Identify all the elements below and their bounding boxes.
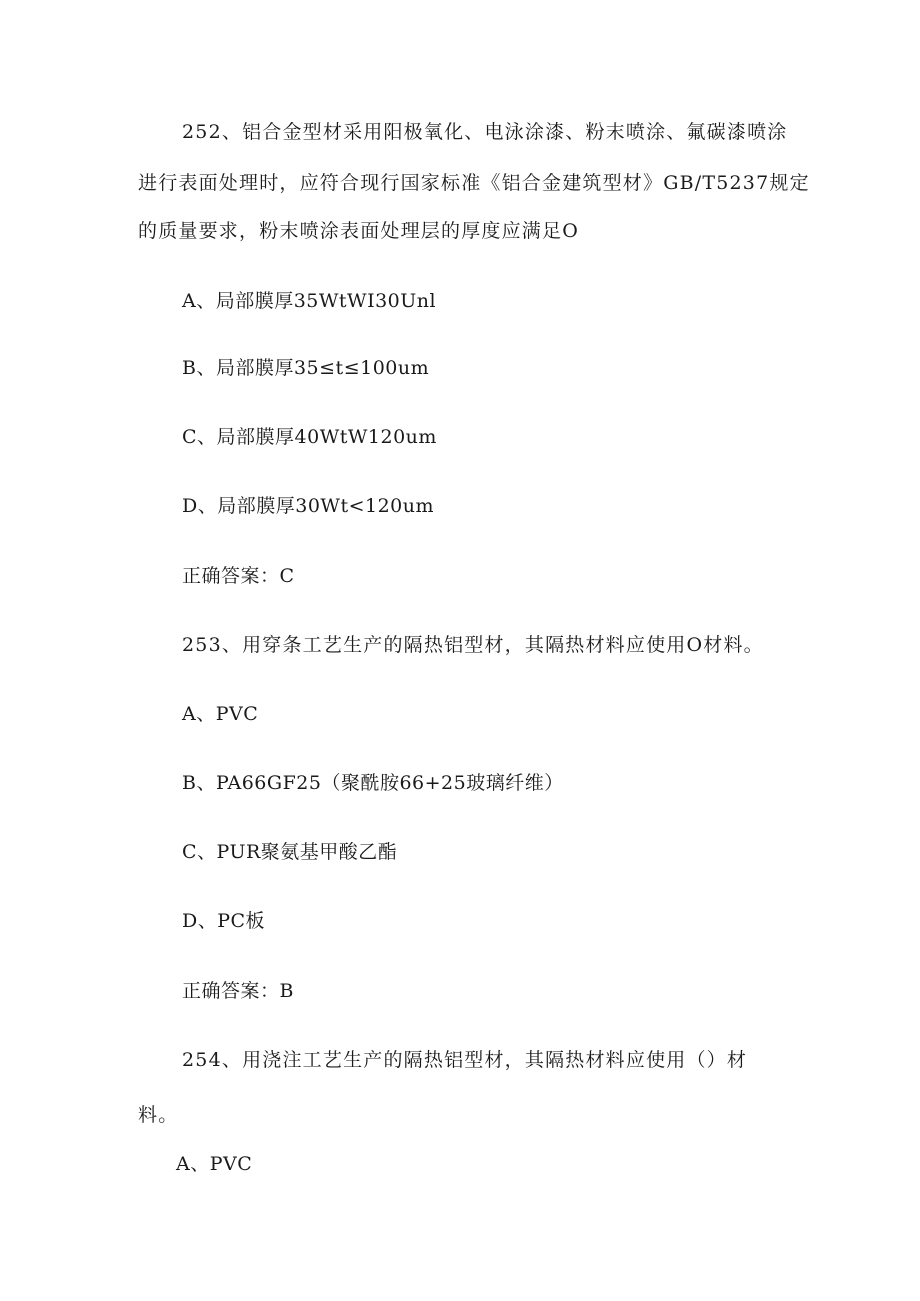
question-stem-line: 的质量要求，粉末喷涂表面处理层的厚度应满足O [138, 220, 579, 242]
question-stem-line: 252、铝合金型材采用阳极氧化、电泳涂漆、粉末喷涂、氟碳漆喷涂 [182, 121, 788, 143]
option-c: C、PUR聚氨基甲酸乙酯 [182, 841, 398, 863]
option-b: B、PA66GF25（聚酰胺66+25玻璃纤维） [182, 772, 564, 794]
option-c: C、局部膜厚40WtW120um [182, 426, 437, 448]
question-stem-line: 进行表面处理时，应符合现行国家标准《铝合金建筑型材》GB/T5237规定 [138, 172, 810, 194]
option-d: D、PC板 [182, 910, 266, 932]
option-a: A、PVC [176, 1153, 253, 1175]
correct-answer: 正确答案：C [182, 565, 295, 587]
question-stem-line: 253、用穿条工艺生产的隔热铝型材，其隔热材料应使用O材料。 [182, 634, 764, 656]
question-stem-line: 料。 [138, 1104, 179, 1126]
option-a: A、局部膜厚35WtWI30Unl [182, 290, 437, 312]
option-d: D、局部膜厚30Wt<120um [182, 495, 435, 517]
correct-answer: 正确答案：B [182, 980, 294, 1002]
question-stem-line: 254、用浇注工艺生产的隔热铝型材，其隔热材料应使用（）材 [182, 1049, 748, 1071]
option-a: A、PVC [182, 703, 259, 725]
option-b: B、局部膜厚35≤t≤100um [182, 357, 430, 379]
